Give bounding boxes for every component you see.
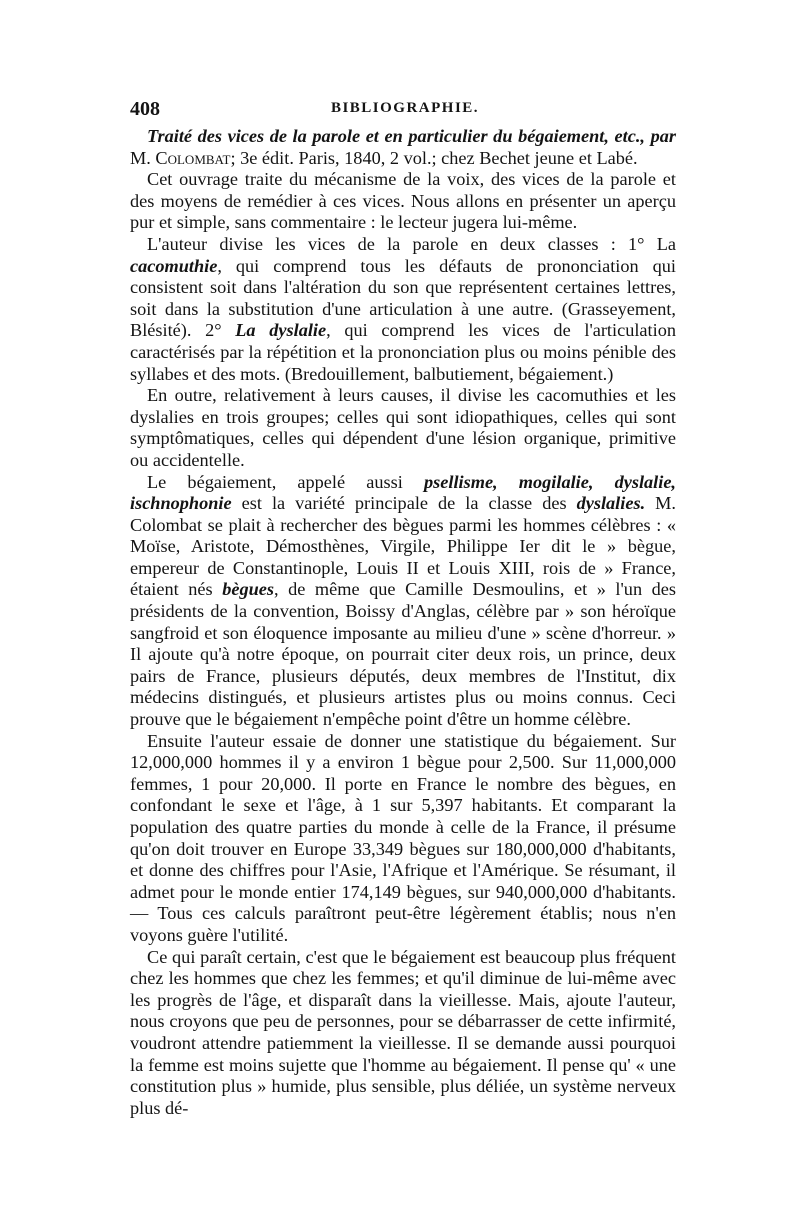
paragraph-6: Ce qui paraît certain, c'est que le bégaiement est beaucoup plus fréquent chez les hommes que chez les femmes; et qu'il diminue de lui-même avec les progrès de l'âge, et disparaît dans la vieillesse. Mais, ajoute l'auteur, nous croyons que peu de personnes, pour se débarrasser de cette infirmité, voudront attendre patiemment la vieillesse. Il se demande aussi pourquoi la femme est moins sujette que l'homme au bégaiement. Il pense qu' « une constitution plus » humide, plus sensible, plus déliée, un système nerveux plus dé- <box>130 946 676 1118</box>
term-cacomuthie: cacomuthie <box>130 255 218 276</box>
paragraph-2-a: L'auteur divise les vices de la parole en deux classes : 1° La <box>147 233 676 254</box>
bibliographic-entry <box>130 126 676 169</box>
paragraph-4-e: M. Colombat se plait à rechercher des bègues parmi les hommes célèbres : « Moïse, Aristote, Démosthènes, Virgile, Philippe Ier dit le » bègue, empereur de Constantinople, Louis II et Louis XIII, rois de » France, étaient nés <box>130 493 676 600</box>
page-number: 408 <box>130 98 160 120</box>
entry-publication: ; 3e édit. Paris, 1840, 2 vol.; chez Bechet jeune et Labé. <box>230 147 638 168</box>
running-title: BIBLIOGRAPHIE. <box>330 100 480 116</box>
running-head <box>130 98 680 124</box>
paragraph-2-c: , qui comprend tous les défauts de prononciation qui consistent soit dans l'altération du son que représentent certaines lettres, soit dans la substitution d'une articulation à une autre. (Grasseyement, Blésité). 2° <box>130 255 676 341</box>
paragraph-4-c: est la variété principale de la classe des <box>231 493 577 514</box>
paragraph-2-e: , qui comprend les vices de l'articulation caractérisés par la répétition et la prononciation plus ou moins pénible des syllabes et des mots. (Bredouillement, balbutiement, bégaiement.) <box>130 320 676 384</box>
paragraph-4 <box>130 472 676 731</box>
term-dyslalies: dyslalies. <box>576 493 646 514</box>
entry-title-rest-1: M. <box>130 147 156 168</box>
paragraph-1: Cet ouvrage traite du mécanisme de la voix, des vices de la parole et des moyens de remédier à ces vices. Nous allons en présenter un aperçu pur et simple, sans commentaire : le lecteur jugera lui-même. <box>130 169 676 233</box>
entry-title: Traité des vices de la parole et en particulier du bégaiement, etc., par <box>147 126 676 146</box>
paragraph-5: Ensuite l'auteur essaie de donner une statistique du bégaiement. Sur 12,000,000 hommes il y a environ 1 bègue pour 2,500. Sur 11,000,000 femmes, 1 pour 20,000. Il porte en France le nombre des bègues, en confondant le sexe et l'âge, à 1 sur 5,397 habitants. Et comparant la population des quatre parties du monde à celle de la France, il présume qu'on doit trouver en Europe 33,349 bègues sur 180,000,000 d'habitants, et donne des chiffres pour l'Asie, l'Afrique et l'Amérique. Se résumant, il admet pour le monde entier 174,149 bègues, sur 940,000,000 d'habitants. — Tous ces calculs paraîtront peut-être légèrement établis; nous n'en voyons guère l'utilité. <box>130 730 676 945</box>
paragraph-2 <box>130 234 676 385</box>
term-dyslalie: La dyslalie <box>235 320 327 341</box>
term-begues: bègues <box>222 579 274 600</box>
paragraph-3: En outre, relativement à leurs causes, il divise les cacomuthies et les dyslalies en trois groupes; celles qui sont idiopathiques, celles qui sont symptômatiques, celles qui dépendent d'une lésion organique, primitive ou accidentelle. <box>130 385 676 470</box>
body-text <box>130 126 676 1119</box>
term-synonyms: psellisme, mogilalie, dyslalie, ischnophonie <box>130 471 677 514</box>
paragraph-4-a: Le bégaiement, appelé aussi <box>147 471 424 492</box>
paragraph-4-g: , de même que Camille Desmoulins, et » l'un des présidents de la convention, Boissy d'Anglas, célèbre par » son héroïque sangfroid et son éloquence imposante au milieu d'une » scène d'horreur. » Il ajoute qu'à notre époque, on pourrait citer deux rois, un prince, deux pairs de France, plusieurs députés, deux membres de l'Institut, dix médecins distingués, et plusieurs artistes plus ou moins connus. Ceci prouve que le bégaiement n'empêche point d'être un homme célèbre. <box>130 579 677 730</box>
entry-author: Colombat <box>155 147 231 168</box>
